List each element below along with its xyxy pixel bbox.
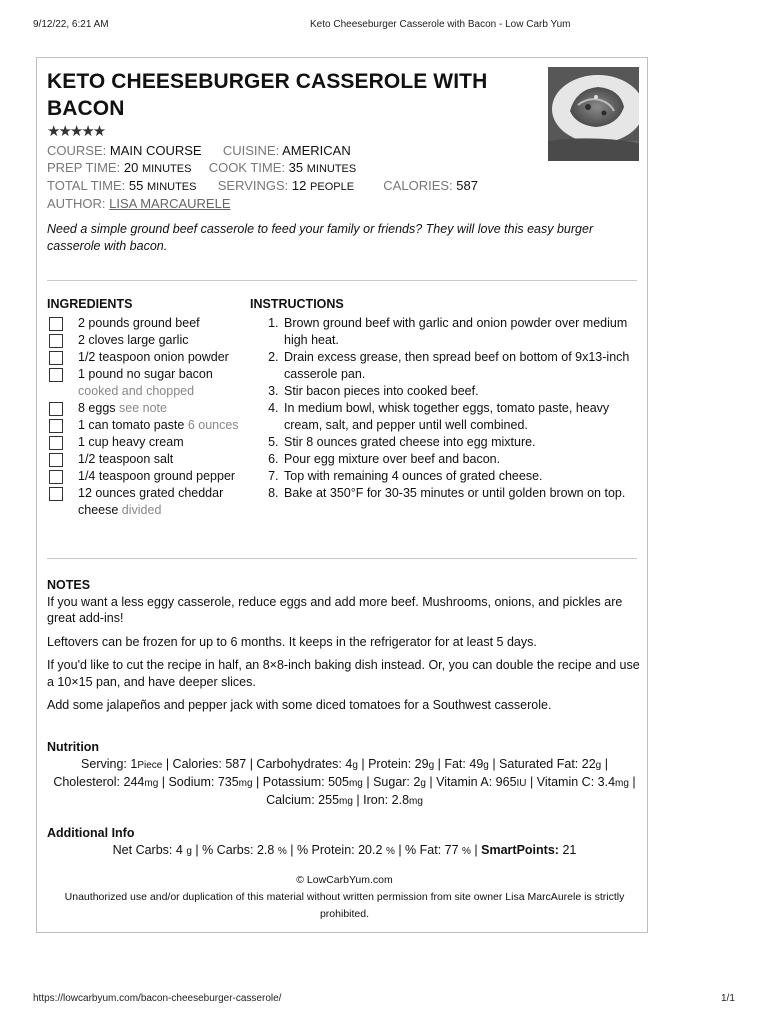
prep-value: 20 — [123, 160, 139, 175]
ingredient-text: 1 cup heavy cream — [78, 435, 184, 449]
copyright-block — [47, 872, 642, 923]
instruction-step: 6. Pour egg mixture over beef and bacon. — [282, 451, 640, 468]
nutrition-value: 1 — [130, 757, 138, 771]
ingredient-item — [47, 349, 247, 366]
ingredient-item — [47, 400, 247, 417]
recipe-card — [36, 57, 648, 933]
star-icon: ★★★★★ — [47, 123, 105, 140]
instruction-step: 8. Bake at 350°F for 30-35 minutes or until golden brown on top. — [282, 485, 640, 502]
nutrition-label: Protein: — [368, 757, 412, 771]
nutrition-unit: g — [483, 760, 489, 771]
nutrition-unit: mg — [144, 778, 159, 789]
nutrition-heading: Nutrition — [47, 740, 100, 754]
nutrition-value: 22 — [581, 757, 596, 771]
ingredient-checkbox[interactable] — [49, 317, 63, 331]
ingredient-item — [47, 485, 247, 519]
notes-section — [47, 577, 642, 721]
recipe-title: KETO CHEESEBURGER CASSEROLE WITH BACON — [47, 70, 488, 120]
copyright-disclaimer: Unauthorized use and/or duplication of this material without written permission from site owner Lisa MarcAurele is strictly prohibited. — [64, 891, 625, 920]
ingredient-checkbox[interactable] — [49, 419, 63, 433]
ingredient-checkbox[interactable] — [49, 453, 63, 467]
ingredient-text: 8 eggs — [78, 401, 116, 415]
meta-row-totals: TOTAL TIME: 55 MINUTES SERVINGS: 12 PEOPLE CALORIES: 587 — [47, 178, 478, 193]
nutrition-unit: g — [595, 760, 602, 771]
print-page-count: 1/1 — [721, 993, 735, 1004]
nutrition-value: 255 — [318, 793, 340, 807]
ingredient-item — [47, 468, 247, 485]
info-value: 2.8 — [256, 843, 275, 857]
ingredient-checkbox[interactable] — [49, 351, 63, 365]
ingredient-item — [47, 332, 247, 349]
instruction-step: 1. Brown ground beef with garlic and onion powder over medium high heat. — [282, 315, 640, 349]
nutrition-unit: mg — [615, 778, 629, 789]
instruction-step: 5. Stir 8 ounces grated cheese into egg mixture. — [282, 434, 640, 451]
nutrition-unit: IU — [516, 778, 527, 789]
ingredient-text: 1/2 teaspoon onion powder — [78, 350, 229, 364]
nutrition-value: 587 — [225, 757, 247, 771]
nutrition-value: 49 — [469, 757, 484, 771]
nutrition-label: Fat: — [444, 757, 466, 771]
ingredient-item — [47, 434, 247, 451]
nutrition-unit: mg — [238, 778, 253, 789]
recipe-photo — [548, 67, 639, 161]
ingredient-checkbox[interactable] — [49, 334, 63, 348]
ingredient-checkbox[interactable] — [49, 436, 63, 450]
ingredient-note: 6 ounces — [187, 418, 239, 432]
nutrition-label: Calories: — [172, 757, 222, 771]
nutrition-values: Serving: 1Piece | Calories: 587 | Carbohydrates: 4g | Protein: 29g | Fat: 49g | Saturated Fat: 22g | Cholesterol: 244mg | Sodium: 735mg | Potassium: 505mg | Sugar: 2g | Vitamin A: 965IU | Vitamin C: 3.4mg | Calcium: 255mg | Iron: 2.8mg — [53, 757, 636, 807]
ingredient-note: cooked and chopped — [78, 384, 195, 398]
nutrition-label: Serving: — [81, 757, 127, 771]
info-label: % Protein: — [296, 843, 355, 857]
nutrition-label: Vitamin C: — [536, 775, 595, 789]
instruction-step: 3. Stir bacon pieces into cooked beef. — [282, 383, 640, 400]
nutrition-value: 505 — [328, 775, 349, 789]
nutrition-value: 4 — [345, 757, 353, 771]
nutrition-unit: g — [428, 760, 435, 771]
nutrition-value: 3.4 — [597, 775, 616, 789]
ingredient-item — [47, 451, 247, 468]
cuisine-value: AMERICAN — [282, 143, 351, 158]
author-link[interactable]: LISA MARCAURELE — [109, 196, 231, 211]
ingredient-text: 12 ounces grated cheddar cheese — [78, 486, 224, 517]
ingredient-text: 1 can tomato paste — [78, 418, 185, 432]
nutrition-label: Sugar: — [373, 775, 410, 789]
total-value: 55 — [128, 178, 144, 193]
additional-info-section — [47, 825, 642, 860]
nutrition-unit: Piece — [137, 760, 163, 771]
ingredients-list — [47, 315, 247, 519]
nutrition-value: 735 — [217, 775, 239, 789]
ingredient-item — [47, 366, 247, 400]
nutrition-value: 2.8 — [391, 793, 410, 807]
nutrition-unit: g — [352, 760, 358, 771]
ingredient-text: 1/2 teaspoon salt — [78, 452, 174, 466]
info-value: 20.2 — [358, 843, 383, 857]
nutrition-unit: mg — [339, 796, 353, 807]
notes-heading: NOTES — [47, 578, 91, 592]
copyright-line: © LowCarbYum.com — [296, 874, 393, 886]
meta-row-times: PREP TIME: 20 MINUTES COOK TIME: 35 MINUTES — [47, 160, 357, 175]
ingredient-text: 1 pound no sugar bacon — [78, 367, 213, 381]
divider — [47, 280, 637, 281]
info-label: SmartPoints: — [481, 843, 559, 857]
recipe-summary: Need a simple ground beef casserole to feed your family or friends? They will love this easy burger casserole with bacon. — [47, 222, 594, 253]
nutrition-value: 965 — [495, 775, 517, 789]
note-paragraph: If you want a less eggy casserole, reduce eggs and add more beef. Mushrooms, onions, and pickles are great add-ins! — [47, 594, 623, 625]
nutrition-label: Saturated Fat: — [499, 757, 579, 771]
print-page-title: Keto Cheeseburger Casserole with Bacon - Low Carb Yum — [310, 19, 571, 30]
meta-row-course: COURSE: MAIN COURSE CUISINE: AMERICAN — [47, 143, 351, 158]
note-paragraph: Add some jalapeños and pepper jack with some diced tomatoes for a Southwest casserole. — [47, 698, 552, 712]
ingredient-text: 2 pounds ground beef — [78, 316, 200, 330]
note-paragraph: Leftovers can be frozen for up to 6 months. It keeps in the refrigerator for at least 5 days. — [47, 634, 537, 649]
info-unit: % — [462, 846, 471, 857]
ingredient-checkbox[interactable] — [49, 402, 63, 416]
instruction-step: 4. In medium bowl, whisk together eggs, tomato paste, heavy cream, salt, and pepper until well combined. — [282, 400, 640, 434]
nutrition-label: Potassium: — [262, 775, 325, 789]
print-url: https://lowcarbyum.com/bacon-cheeseburger-casserole/ — [33, 993, 282, 1004]
nutrition-section — [47, 739, 642, 810]
instructions-list — [250, 315, 640, 502]
cook-value: 35 — [288, 160, 304, 175]
instruction-step: 2. Drain excess grease, then spread beef on bottom of 9x13-inch casserole pan. — [282, 349, 640, 383]
ingredient-note: see note — [119, 401, 167, 415]
ingredient-item — [47, 315, 247, 332]
calories-value: 587 — [456, 178, 478, 193]
meta-row-author: AUTHOR: LISA MARCAURELE — [47, 196, 231, 211]
instructions-heading: INSTRUCTIONS — [250, 297, 344, 311]
ingredient-text: 1/4 teaspoon ground pepper — [78, 469, 236, 483]
info-label: Net Carbs: — [112, 843, 173, 857]
print-datetime: 9/12/22, 6:21 AM — [33, 19, 109, 30]
nutrition-label: Cholesterol: — [53, 775, 121, 789]
ingredient-item — [47, 417, 247, 434]
ingredient-checkbox[interactable] — [49, 487, 63, 501]
course-value: MAIN COURSE — [109, 143, 202, 158]
info-unit: % — [385, 846, 395, 857]
nutrition-label: Calcium: — [266, 793, 315, 807]
additional-info-heading: Additional Info — [47, 826, 135, 840]
ingredient-note: divided — [121, 503, 162, 517]
additional-info-values: Net Carbs: 4 g | % Carbs: 2.8 % | % Protein: 20.2 % | % Fat: 77 % | SmartPoints: 21 — [112, 843, 577, 857]
divider — [47, 558, 637, 559]
nutrition-label: Sodium: — [168, 775, 215, 789]
nutrition-label: Carbohydrates: — [256, 757, 342, 771]
info-value: 77 — [444, 843, 459, 857]
servings-value: 12 — [291, 178, 307, 193]
ingredient-checkbox[interactable] — [49, 470, 63, 484]
info-value: 21 — [562, 843, 577, 857]
nutrition-value: 244 — [123, 775, 145, 789]
nutrition-label: Iron: — [363, 793, 389, 807]
rating-stars — [47, 122, 104, 140]
note-paragraph: If you'd like to cut the recipe in half, an 8×8-inch baking dish instead. Or, you can double the recipe and use a 10×15 pan, and have deeper slices. — [47, 658, 640, 689]
info-label: % Fat: — [405, 843, 442, 857]
info-label: % Carbs: — [202, 843, 254, 857]
ingredient-text: 2 cloves large garlic — [78, 333, 189, 347]
nutrition-label: Vitamin A: — [436, 775, 493, 789]
info-unit: % — [277, 846, 287, 857]
nutrition-unit: mg — [409, 796, 423, 807]
info-value: 4 — [175, 843, 183, 857]
nutrition-value: 2 — [413, 775, 421, 789]
info-unit: g — [186, 846, 192, 857]
nutrition-unit: mg — [348, 778, 363, 789]
ingredients-heading: INGREDIENTS — [47, 297, 133, 311]
ingredient-checkbox[interactable] — [49, 368, 63, 382]
nutrition-unit: g — [420, 778, 426, 789]
nutrition-value: 29 — [414, 757, 429, 771]
instruction-step: 7. Top with remaining 4 ounces of grated cheese. — [282, 468, 640, 485]
